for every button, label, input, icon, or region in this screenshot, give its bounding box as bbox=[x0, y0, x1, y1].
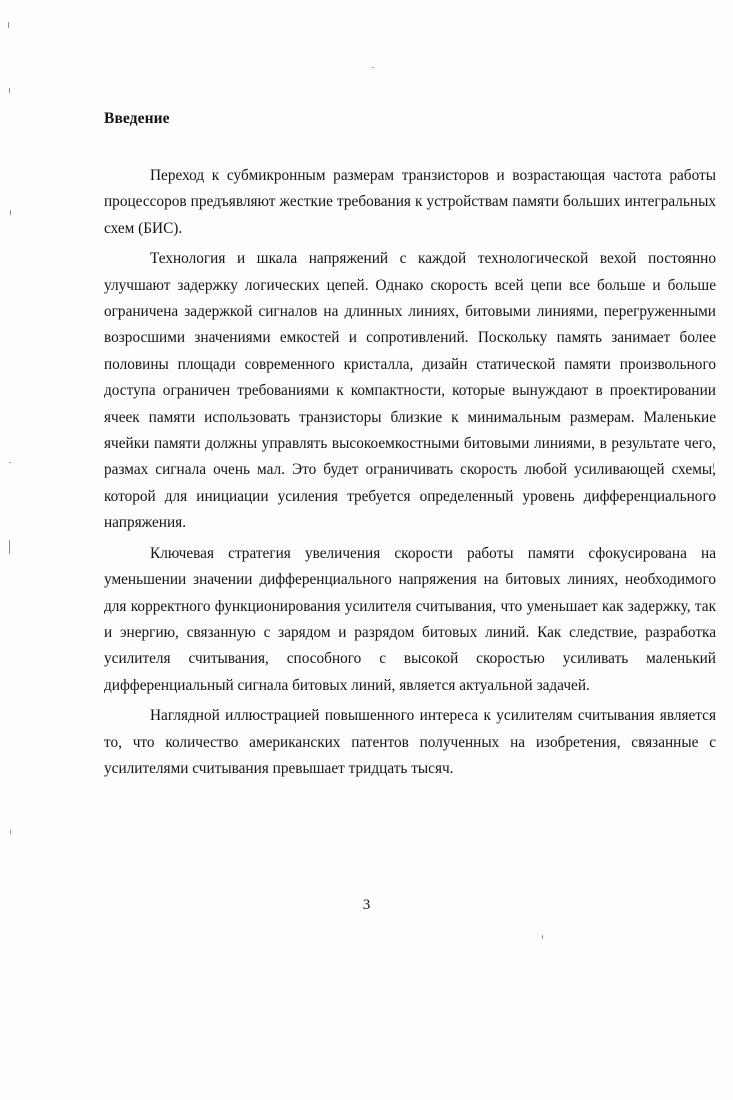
scan-speck bbox=[9, 540, 10, 554]
scan-speck bbox=[9, 88, 10, 93]
section-heading: Введение bbox=[104, 110, 170, 127]
paragraph: Наглядной иллюстрацией повышенного интереса к усилителям считывания является то, что количество американских патентов полученных на изобретения, связанные с усилителями считывания превышает тридцать тысяч. bbox=[104, 707, 716, 777]
scan-speck bbox=[10, 830, 11, 834]
scan-speck bbox=[10, 210, 11, 215]
paragraph: Технология и шкала напряжений с каждой технологической вехой постоянно улучшают задержку логических цепей. Однако скорость всей цепи все больше и больше ограничена задержкой сигналов на длинных линиях, битовыми линиями, перегруженными возросшими значениями емкостей и сопротивлений. Поскольку память занимает более половины площади современного кристалла, дизайн статической памяти произвольного доступа ограничен требованиями к компактности, которые вынуждают в проектировании ячеек памяти использовать транзисторы близкие к минимальным размерам. Маленькие ячейки памяти должны управлять высокоемкостными битовыми линиями, в результате чего, размах сигнала очень мал. Это будет ограничивать скорость любой усиливающей схемы, которой для инициации усиления требуется определенный уровень дифференциального напряжения. bbox=[104, 250, 716, 532]
scan-speck bbox=[542, 935, 543, 939]
scan-speck bbox=[8, 22, 9, 28]
scan-speck bbox=[9, 462, 11, 463]
paragraph: Переход к субмикронным размерам транзисторов и возрастающая частота работы процессоров предъявляют жесткие требования к устройствам памяти больших интегральных схем (БИС). bbox=[104, 167, 716, 237]
page-number: 3 bbox=[362, 897, 371, 913]
scan-speck bbox=[372, 67, 374, 68]
body-text bbox=[104, 163, 716, 786]
paragraph: Ключевая стратегия увеличения скорости работы памяти сфокусирована на уменьшении значении дифференциального напряжения на битовых линиях, необходимого для корректного функционирования усилителя считывания, что уменьшает как задержку, так и энергию, связанную с зарядом и разрядом битовых линий. Как следствие, разработка усилителя считывания, способного с высокой скоростью усиливать маленький дифференциальный сигнала битовых линий, является актуальной задачей. bbox=[104, 544, 716, 694]
